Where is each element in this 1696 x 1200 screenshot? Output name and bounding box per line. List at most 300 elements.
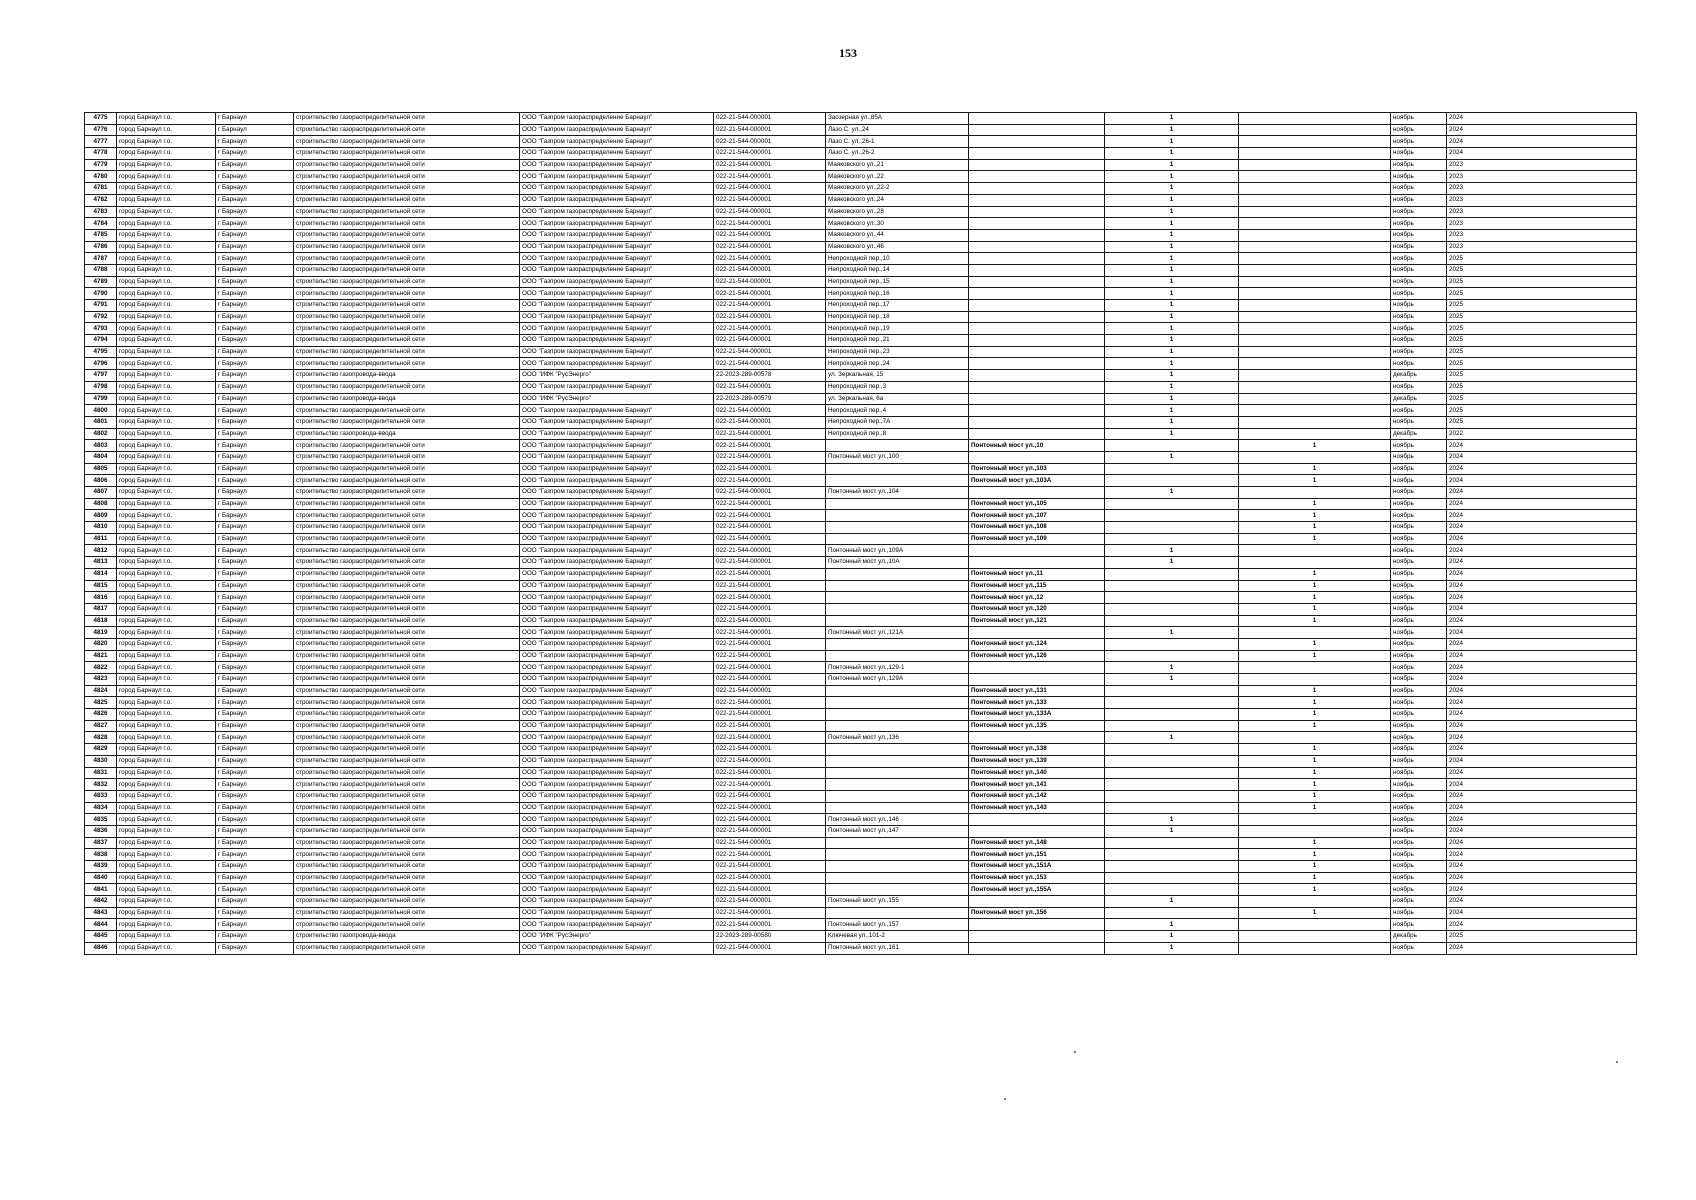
- row-number: 4809: [85, 510, 117, 522]
- address-cell: Непроходной пер.,7А: [826, 416, 969, 428]
- address-alt-cell: [969, 627, 1105, 639]
- count-cell: 1: [1105, 148, 1239, 160]
- locality-cell: г Барнаул: [216, 311, 294, 323]
- address-cell: Непроходной пер.,8: [826, 428, 969, 440]
- address-alt-cell: [969, 814, 1105, 826]
- municipality-cell: город Барнаул г.о.: [117, 475, 216, 487]
- count-cell: 1: [1105, 428, 1239, 440]
- municipality-cell: город Барнаул г.о.: [117, 510, 216, 522]
- municipality-cell: город Барнаул г.о.: [117, 603, 216, 615]
- count-cell: [1105, 685, 1239, 697]
- row-number: 4837: [85, 837, 117, 849]
- year-cell: 2025: [1447, 393, 1637, 405]
- address-alt-cell: [969, 194, 1105, 206]
- count-alt-cell: [1239, 159, 1391, 171]
- organization-cell: ООО "Газпром газораспределение Барнаул": [520, 568, 714, 580]
- month-cell: ноябрь: [1391, 568, 1447, 580]
- month-cell: ноябрь: [1391, 218, 1447, 230]
- work-type-cell: строительство газораспределительной сети: [294, 790, 520, 802]
- count-alt-cell: 1: [1239, 779, 1391, 791]
- row-number: 4776: [85, 124, 117, 136]
- address-alt-cell: [969, 253, 1105, 265]
- count-alt-cell: [1239, 136, 1391, 148]
- locality-cell: г Барнаул: [216, 218, 294, 230]
- registry-code-cell: 022-21-544-000001: [714, 311, 826, 323]
- month-cell: ноябрь: [1391, 545, 1447, 557]
- organization-cell: ООО "Газпром газораспределение Барнаул": [520, 487, 714, 499]
- registry-code-cell: 022-21-544-000001: [714, 825, 826, 837]
- locality-cell: г Барнаул: [216, 942, 294, 954]
- locality-cell: г Барнаул: [216, 685, 294, 697]
- count-cell: 1: [1105, 896, 1239, 908]
- address-cell: Непроходной пер.,16: [826, 288, 969, 300]
- count-cell: 1: [1105, 218, 1239, 230]
- address-alt-cell: Понтонный мост ул.,156: [969, 907, 1105, 919]
- table-row: [85, 428, 1637, 440]
- count-cell: [1105, 884, 1239, 896]
- organization-cell: ООО "ИФК "РусЭнерго": [520, 931, 714, 943]
- table-row: [85, 720, 1637, 732]
- count-cell: 1: [1105, 159, 1239, 171]
- municipality-cell: город Барнаул г.о.: [117, 744, 216, 756]
- work-type-cell: строительство газораспределительной сети: [294, 697, 520, 709]
- registry-code-cell: 22-2023-289-00578: [714, 370, 826, 382]
- table-row: [85, 206, 1637, 218]
- work-type-cell: строительство газораспределительной сети: [294, 638, 520, 650]
- address-alt-cell: [969, 241, 1105, 253]
- table-row: [85, 463, 1637, 475]
- address-cell: Непроходной пер.,4: [826, 405, 969, 417]
- locality-cell: г Барнаул: [216, 148, 294, 160]
- row-number: 4788: [85, 264, 117, 276]
- locality-cell: г Барнаул: [216, 264, 294, 276]
- organization-cell: ООО "Газпром газораспределение Барнаул": [520, 405, 714, 417]
- month-cell: ноябрь: [1391, 872, 1447, 884]
- table-row: [85, 744, 1637, 756]
- scan-speck: [1616, 1061, 1618, 1063]
- count-cell: 1: [1105, 674, 1239, 686]
- municipality-cell: город Барнаул г.о.: [117, 568, 216, 580]
- locality-cell: г Барнаул: [216, 300, 294, 312]
- year-cell: 2024: [1447, 837, 1637, 849]
- row-number: 4821: [85, 650, 117, 662]
- month-cell: ноябрь: [1391, 416, 1447, 428]
- year-cell: 2024: [1447, 896, 1637, 908]
- year-cell: 2023: [1447, 194, 1637, 206]
- address-alt-cell: [969, 931, 1105, 943]
- work-type-cell: строительство газораспределительной сети: [294, 288, 520, 300]
- municipality-cell: город Барнаул г.о.: [117, 615, 216, 627]
- work-type-cell: строительство газопровода-ввода: [294, 931, 520, 943]
- year-cell: 2024: [1447, 463, 1637, 475]
- table-row: [85, 837, 1637, 849]
- registry-code-cell: 022-21-544-000001: [714, 381, 826, 393]
- municipality-cell: город Барнаул г.о.: [117, 311, 216, 323]
- table-row: [85, 335, 1637, 347]
- row-number: 4813: [85, 557, 117, 569]
- address-cell: [826, 568, 969, 580]
- year-cell: 2023: [1447, 241, 1637, 253]
- work-type-cell: строительство газораспределительной сети: [294, 615, 520, 627]
- count-alt-cell: [1239, 942, 1391, 954]
- address-cell: Непроходной пер.,15: [826, 276, 969, 288]
- count-alt-cell: [1239, 381, 1391, 393]
- locality-cell: г Барнаул: [216, 229, 294, 241]
- year-cell: 2024: [1447, 638, 1637, 650]
- address-alt-cell: [969, 311, 1105, 323]
- count-alt-cell: [1239, 253, 1391, 265]
- address-alt-cell: Понтонный мост ул.,133: [969, 697, 1105, 709]
- registry-code-cell: 022-21-544-000001: [714, 638, 826, 650]
- month-cell: ноябрь: [1391, 311, 1447, 323]
- row-number: 4804: [85, 451, 117, 463]
- address-alt-cell: Понтонный мост ул.,105: [969, 498, 1105, 510]
- table-row: [85, 790, 1637, 802]
- year-cell: 2025: [1447, 311, 1637, 323]
- address-cell: [826, 861, 969, 873]
- row-number: 4834: [85, 802, 117, 814]
- work-type-cell: строительство газораспределительной сети: [294, 136, 520, 148]
- work-type-cell: строительство газораспределительной сети: [294, 335, 520, 347]
- year-cell: 2024: [1447, 545, 1637, 557]
- address-cell: Понтонный мост ул.,155: [826, 896, 969, 908]
- locality-cell: г Барнаул: [216, 638, 294, 650]
- locality-cell: г Барнаул: [216, 346, 294, 358]
- count-cell: 1: [1105, 124, 1239, 136]
- registry-code-cell: 022-21-544-000001: [714, 323, 826, 335]
- row-number: 4795: [85, 346, 117, 358]
- row-number: 4810: [85, 522, 117, 534]
- municipality-cell: город Барнаул г.о.: [117, 241, 216, 253]
- year-cell: 2024: [1447, 440, 1637, 452]
- address-cell: Непроходной пер.,14: [826, 264, 969, 276]
- year-cell: 2024: [1447, 510, 1637, 522]
- locality-cell: г Барнаул: [216, 580, 294, 592]
- row-number: 4797: [85, 370, 117, 382]
- work-type-cell: строительство газораспределительной сети: [294, 124, 520, 136]
- locality-cell: г Барнаул: [216, 440, 294, 452]
- month-cell: ноябрь: [1391, 113, 1447, 125]
- locality-cell: г Барнаул: [216, 253, 294, 265]
- locality-cell: г Барнаул: [216, 802, 294, 814]
- address-alt-cell: Понтонный мост ул.,135: [969, 720, 1105, 732]
- row-number: 4826: [85, 709, 117, 721]
- month-cell: ноябрь: [1391, 849, 1447, 861]
- count-alt-cell: 1: [1239, 837, 1391, 849]
- count-cell: 1: [1105, 113, 1239, 125]
- address-alt-cell: [969, 393, 1105, 405]
- work-type-cell: строительство газораспределительной сети: [294, 709, 520, 721]
- count-alt-cell: [1239, 218, 1391, 230]
- locality-cell: г Барнаул: [216, 825, 294, 837]
- address-alt-cell: [969, 288, 1105, 300]
- row-number: 4846: [85, 942, 117, 954]
- row-number: 4787: [85, 253, 117, 265]
- row-number: 4838: [85, 849, 117, 861]
- municipality-cell: город Барнаул г.о.: [117, 545, 216, 557]
- organization-cell: ООО "Газпром газораспределение Барнаул": [520, 183, 714, 195]
- row-number: 4833: [85, 790, 117, 802]
- municipality-cell: город Барнаул г.о.: [117, 720, 216, 732]
- organization-cell: ООО "Газпром газораспределение Барнаул": [520, 335, 714, 347]
- locality-cell: г Барнаул: [216, 837, 294, 849]
- month-cell: ноябрь: [1391, 919, 1447, 931]
- municipality-cell: город Барнаул г.о.: [117, 113, 216, 125]
- table-row: [85, 346, 1637, 358]
- table-row: [85, 732, 1637, 744]
- month-cell: ноябрь: [1391, 720, 1447, 732]
- registry-code-cell: 022-21-544-000001: [714, 790, 826, 802]
- address-cell: [826, 837, 969, 849]
- organization-cell: ООО "Газпром газораспределение Барнаул": [520, 171, 714, 183]
- count-cell: [1105, 755, 1239, 767]
- table-row: [85, 358, 1637, 370]
- address-cell: Маяковского ул.,21: [826, 159, 969, 171]
- municipality-cell: город Барнаул г.о.: [117, 896, 216, 908]
- locality-cell: г Барнаул: [216, 451, 294, 463]
- organization-cell: ООО "Газпром газораспределение Барнаул": [520, 475, 714, 487]
- work-type-cell: строительство газораспределительной сети: [294, 358, 520, 370]
- address-alt-cell: [969, 148, 1105, 160]
- count-alt-cell: 1: [1239, 498, 1391, 510]
- table-row: [85, 136, 1637, 148]
- address-cell: Понтонный мост ул.,147: [826, 825, 969, 837]
- month-cell: ноябрь: [1391, 323, 1447, 335]
- address-cell: [826, 498, 969, 510]
- count-cell: [1105, 440, 1239, 452]
- table-row: [85, 416, 1637, 428]
- municipality-cell: город Барнаул г.о.: [117, 487, 216, 499]
- table-row: [85, 253, 1637, 265]
- registry-code-cell: 022-21-544-000001: [714, 171, 826, 183]
- address-cell: Понтонный мост ул.,109А: [826, 545, 969, 557]
- address-alt-cell: [969, 674, 1105, 686]
- registry-code-cell: 022-21-544-000001: [714, 440, 826, 452]
- municipality-cell: город Барнаул г.о.: [117, 136, 216, 148]
- row-number: 4811: [85, 533, 117, 545]
- organization-cell: ООО "Газпром газораспределение Барнаул": [520, 849, 714, 861]
- count-alt-cell: 1: [1239, 638, 1391, 650]
- month-cell: ноябрь: [1391, 522, 1447, 534]
- organization-cell: ООО "Газпром газораспределение Барнаул": [520, 194, 714, 206]
- count-alt-cell: [1239, 405, 1391, 417]
- count-alt-cell: [1239, 627, 1391, 639]
- registry-code-cell: 022-21-544-000001: [714, 779, 826, 791]
- address-alt-cell: Понтонный мост ул.,11: [969, 568, 1105, 580]
- municipality-cell: город Барнаул г.о.: [117, 183, 216, 195]
- organization-cell: ООО "Газпром газораспределение Барнаул": [520, 545, 714, 557]
- row-number: 4820: [85, 638, 117, 650]
- address-alt-cell: [969, 370, 1105, 382]
- work-type-cell: строительство газопровода-ввода: [294, 393, 520, 405]
- count-alt-cell: 1: [1239, 592, 1391, 604]
- municipality-cell: город Барнаул г.о.: [117, 592, 216, 604]
- registry-code-cell: 022-21-544-000001: [714, 358, 826, 370]
- count-alt-cell: [1239, 264, 1391, 276]
- row-number: 4808: [85, 498, 117, 510]
- row-number: 4790: [85, 288, 117, 300]
- month-cell: ноябрь: [1391, 194, 1447, 206]
- month-cell: ноябрь: [1391, 744, 1447, 756]
- year-cell: 2024: [1447, 615, 1637, 627]
- organization-cell: ООО "Газпром газораспределение Барнаул": [520, 276, 714, 288]
- year-cell: 2024: [1447, 732, 1637, 744]
- table-row: [85, 627, 1637, 639]
- municipality-cell: город Барнаул г.о.: [117, 802, 216, 814]
- address-cell: [826, 463, 969, 475]
- table-row: [85, 405, 1637, 417]
- locality-cell: г Барнаул: [216, 533, 294, 545]
- year-cell: 2025: [1447, 370, 1637, 382]
- registry-code-cell: 022-21-544-000001: [714, 124, 826, 136]
- organization-cell: ООО "Газпром газораспределение Барнаул": [520, 802, 714, 814]
- table-row: [85, 124, 1637, 136]
- row-number: 4812: [85, 545, 117, 557]
- address-alt-cell: Понтонный мост ул.,10: [969, 440, 1105, 452]
- work-type-cell: строительство газораспределительной сети: [294, 568, 520, 580]
- year-cell: 2025: [1447, 346, 1637, 358]
- registry-code-cell: 022-21-544-000001: [714, 475, 826, 487]
- locality-cell: г Барнаул: [216, 674, 294, 686]
- count-cell: 1: [1105, 264, 1239, 276]
- work-type-cell: строительство газопровода-ввода: [294, 370, 520, 382]
- address-cell: [826, 884, 969, 896]
- count-alt-cell: 1: [1239, 603, 1391, 615]
- month-cell: ноябрь: [1391, 814, 1447, 826]
- month-cell: ноябрь: [1391, 603, 1447, 615]
- work-type-cell: строительство газораспределительной сети: [294, 510, 520, 522]
- work-type-cell: строительство газораспределительной сети: [294, 159, 520, 171]
- count-cell: [1105, 580, 1239, 592]
- municipality-cell: город Барнаул г.о.: [117, 124, 216, 136]
- organization-cell: ООО "Газпром газораспределение Барнаул": [520, 463, 714, 475]
- table-row: [85, 323, 1637, 335]
- registry-code-cell: 022-21-544-000001: [714, 568, 826, 580]
- organization-cell: ООО "Газпром газораспределение Барнаул": [520, 440, 714, 452]
- locality-cell: г Барнаул: [216, 335, 294, 347]
- address-alt-cell: [969, 229, 1105, 241]
- registry-code-cell: 022-21-544-000001: [714, 709, 826, 721]
- address-cell: [826, 510, 969, 522]
- address-alt-cell: Понтонный мост ул.,143: [969, 802, 1105, 814]
- work-type-cell: строительство газораспределительной сети: [294, 405, 520, 417]
- address-alt-cell: [969, 662, 1105, 674]
- organization-cell: ООО "Газпром газораспределение Барнаул": [520, 837, 714, 849]
- work-type-cell: строительство газораспределительной сети: [294, 498, 520, 510]
- registry-code-cell: 022-21-544-000001: [714, 674, 826, 686]
- count-cell: 1: [1105, 627, 1239, 639]
- table-row: [85, 370, 1637, 382]
- row-number: 4807: [85, 487, 117, 499]
- locality-cell: г Барнаул: [216, 557, 294, 569]
- locality-cell: г Барнаул: [216, 849, 294, 861]
- table-row: [85, 662, 1637, 674]
- count-cell: 1: [1105, 253, 1239, 265]
- count-cell: 1: [1105, 241, 1239, 253]
- count-cell: [1105, 744, 1239, 756]
- count-cell: [1105, 790, 1239, 802]
- year-cell: 2024: [1447, 475, 1637, 487]
- count-cell: 1: [1105, 381, 1239, 393]
- locality-cell: г Барнаул: [216, 159, 294, 171]
- month-cell: ноябрь: [1391, 942, 1447, 954]
- address-alt-cell: Понтонный мост ул.,109: [969, 533, 1105, 545]
- address-alt-cell: [969, 825, 1105, 837]
- locality-cell: г Барнаул: [216, 568, 294, 580]
- address-cell: [826, 650, 969, 662]
- count-alt-cell: [1239, 335, 1391, 347]
- table-row: [85, 171, 1637, 183]
- count-alt-cell: [1239, 323, 1391, 335]
- municipality-cell: город Барнаул г.о.: [117, 627, 216, 639]
- address-alt-cell: [969, 428, 1105, 440]
- table-row: [85, 931, 1637, 943]
- month-cell: ноябрь: [1391, 288, 1447, 300]
- municipality-cell: город Барнаул г.о.: [117, 159, 216, 171]
- count-cell: [1105, 837, 1239, 849]
- work-type-cell: строительство газораспределительной сети: [294, 533, 520, 545]
- organization-cell: ООО "Газпром газораспределение Барнаул": [520, 113, 714, 125]
- count-alt-cell: 1: [1239, 861, 1391, 873]
- registry-body: [85, 113, 1637, 955]
- work-type-cell: строительство газораспределительной сети: [294, 919, 520, 931]
- work-type-cell: строительство газораспределительной сети: [294, 907, 520, 919]
- address-cell: Понтонный мост ул.,136: [826, 732, 969, 744]
- organization-cell: ООО "Газпром газораспределение Барнаул": [520, 779, 714, 791]
- work-type-cell: строительство газораспределительной сети: [294, 346, 520, 358]
- locality-cell: г Барнаул: [216, 323, 294, 335]
- organization-cell: ООО "Газпром газораспределение Барнаул": [520, 603, 714, 615]
- year-cell: 2023: [1447, 229, 1637, 241]
- registry-code-cell: 022-21-544-000001: [714, 907, 826, 919]
- registry-code-cell: 022-21-544-000001: [714, 487, 826, 499]
- address-alt-cell: [969, 323, 1105, 335]
- count-alt-cell: 1: [1239, 720, 1391, 732]
- year-cell: 2024: [1447, 849, 1637, 861]
- count-alt-cell: [1239, 428, 1391, 440]
- address-alt-cell: Понтонный мост ул.,103: [969, 463, 1105, 475]
- organization-cell: ООО "Газпром газораспределение Барнаул": [520, 720, 714, 732]
- month-cell: ноябрь: [1391, 335, 1447, 347]
- year-cell: 2025: [1447, 335, 1637, 347]
- year-cell: 2024: [1447, 674, 1637, 686]
- table-row: [85, 779, 1637, 791]
- municipality-cell: город Барнаул г.о.: [117, 931, 216, 943]
- address-cell: [826, 697, 969, 709]
- locality-cell: г Барнаул: [216, 709, 294, 721]
- count-alt-cell: [1239, 931, 1391, 943]
- locality-cell: г Барнаул: [216, 767, 294, 779]
- work-type-cell: строительство газораспределительной сети: [294, 451, 520, 463]
- municipality-cell: город Барнаул г.о.: [117, 358, 216, 370]
- registry-code-cell: 022-21-544-000001: [714, 615, 826, 627]
- row-number: 4844: [85, 919, 117, 931]
- year-cell: 2024: [1447, 580, 1637, 592]
- address-cell: [826, 779, 969, 791]
- registry-code-cell: 022-21-544-000001: [714, 942, 826, 954]
- municipality-cell: город Барнаул г.о.: [117, 674, 216, 686]
- table-row: [85, 849, 1637, 861]
- count-cell: 1: [1105, 206, 1239, 218]
- address-cell: [826, 907, 969, 919]
- count-cell: [1105, 849, 1239, 861]
- row-number: 4822: [85, 662, 117, 674]
- municipality-cell: город Барнаул г.о.: [117, 300, 216, 312]
- address-cell: Маяковского ул.,28: [826, 206, 969, 218]
- month-cell: ноябрь: [1391, 709, 1447, 721]
- registry-code-cell: 022-21-544-000001: [714, 241, 826, 253]
- month-cell: ноябрь: [1391, 241, 1447, 253]
